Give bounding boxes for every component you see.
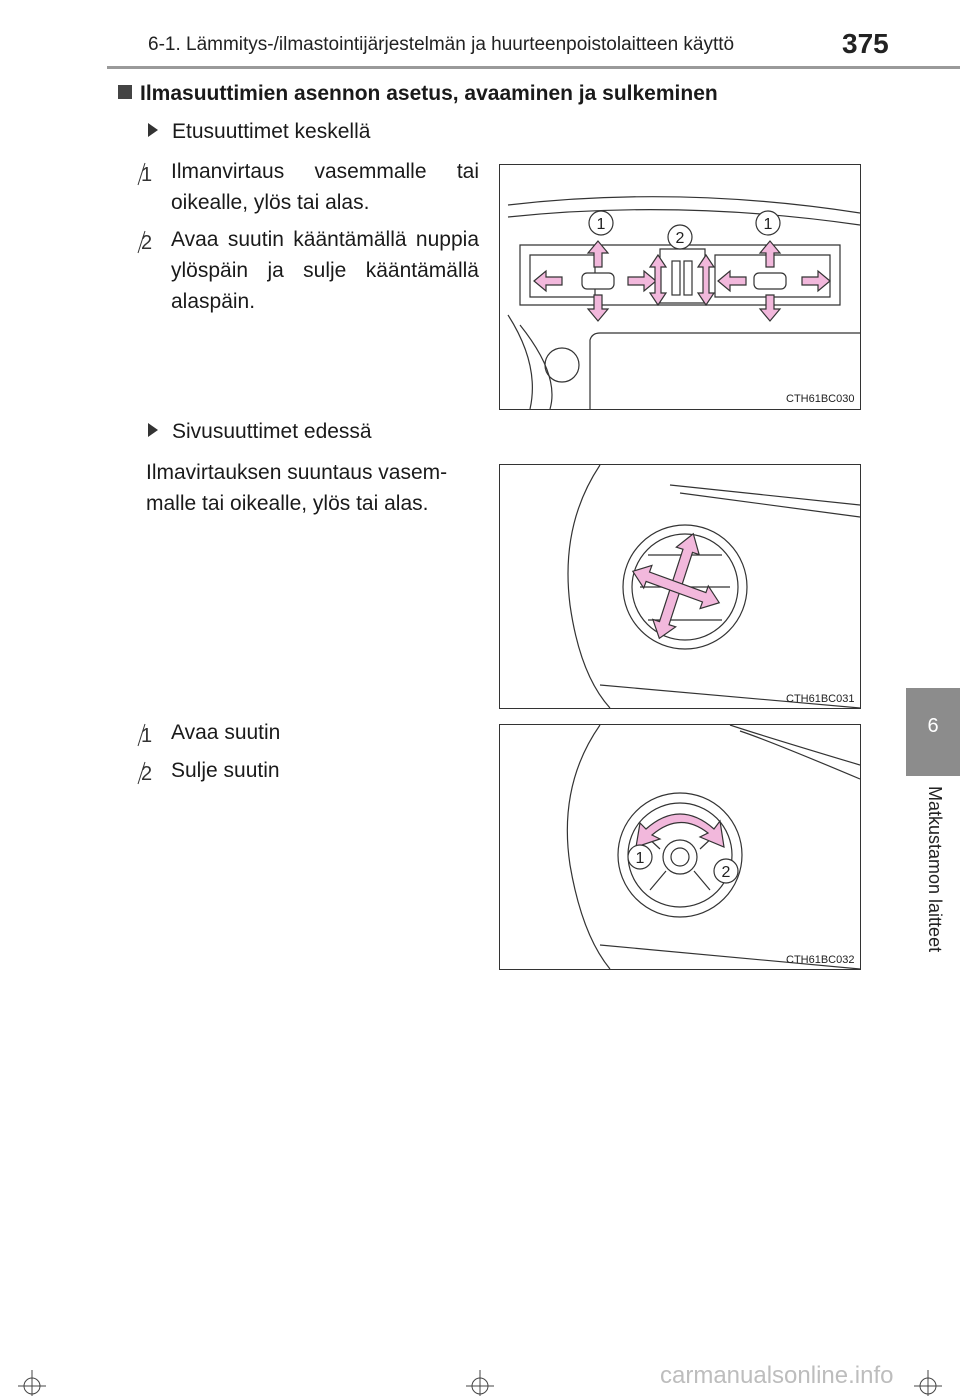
figure-code-031: CTH61BC031 — [786, 693, 855, 705]
running-header: 6-1. Lämmitys-/ilmastointijärjestelmän ja huurteenpoistolaitteen käyttö — [148, 34, 735, 55]
section-heading-text: Ilmasuuttimien asennon asetus, avaaminen ja sulkeminen — [140, 82, 718, 105]
subheading-front-side — [148, 420, 372, 444]
registration-mark-icon — [460, 1356, 500, 1396]
figure-side-vent-open-close — [499, 724, 861, 970]
section-heading — [118, 82, 718, 106]
subheading-front-center — [148, 120, 370, 144]
front-center-item-2: Avaa suutin kääntämällä nuppia ylöspäin ja sulje kääntämällä alaspäin. — [171, 228, 479, 313]
figure-center-vents — [499, 164, 861, 410]
triangle-bullet-icon — [148, 123, 158, 137]
step-badge-open — [137, 723, 159, 747]
chapter-label — [921, 786, 945, 982]
callout-1-left: 1 — [596, 216, 606, 233]
center-vents-illustration — [500, 165, 860, 409]
header-rule — [107, 66, 960, 69]
chapter-label-text: Matkustamon laitteet — [925, 786, 945, 953]
registration-mark-icon — [908, 1356, 948, 1396]
side-vent-open-close-illustration — [500, 725, 860, 969]
callout-1-right: 1 — [763, 216, 773, 233]
step-badge-close-text: 2 — [141, 763, 153, 785]
step-badge-open-text: 1 — [141, 725, 153, 747]
close-vent-item: Sulje suutin — [171, 759, 280, 782]
figure-code-032: CTH61BC032 — [786, 954, 855, 966]
square-bullet-icon — [118, 85, 132, 99]
callout-2-center: 2 — [675, 230, 685, 247]
figure-code-030: CTH61BC030 — [786, 393, 855, 405]
watermark: carmanualsonline.info — [660, 1362, 894, 1389]
front-side-description: Ilmavirtauksen suuntaus vasem-malle tai oikealle, ylös tai alas. — [146, 461, 448, 515]
chapter-number: 6 — [927, 715, 939, 737]
callout-open: 1 — [635, 850, 645, 867]
page-number: 375 — [842, 28, 889, 59]
step-badge-close — [137, 761, 159, 785]
triangle-bullet-icon — [148, 423, 158, 437]
side-vent-directions-illustration — [500, 465, 860, 708]
step-badge-2 — [137, 230, 159, 254]
callout-close: 2 — [721, 864, 731, 881]
figure-side-vent-directions — [499, 464, 861, 709]
registration-mark-icon — [12, 1356, 52, 1396]
front-center-item-1: Ilmanvirtaus vasemmalle tai oikealle, ylös tai alas. — [171, 160, 479, 214]
subheading-front-side-text: Sivusuuttimet edessä — [172, 420, 372, 443]
subheading-front-center-text: Etusuuttimet keskellä — [172, 120, 371, 143]
step-badge-2-text: 2 — [141, 232, 153, 254]
step-badge-1 — [137, 162, 159, 186]
step-badge-1-text: 1 — [141, 164, 153, 186]
open-vent-item: Avaa suutin — [171, 721, 281, 744]
